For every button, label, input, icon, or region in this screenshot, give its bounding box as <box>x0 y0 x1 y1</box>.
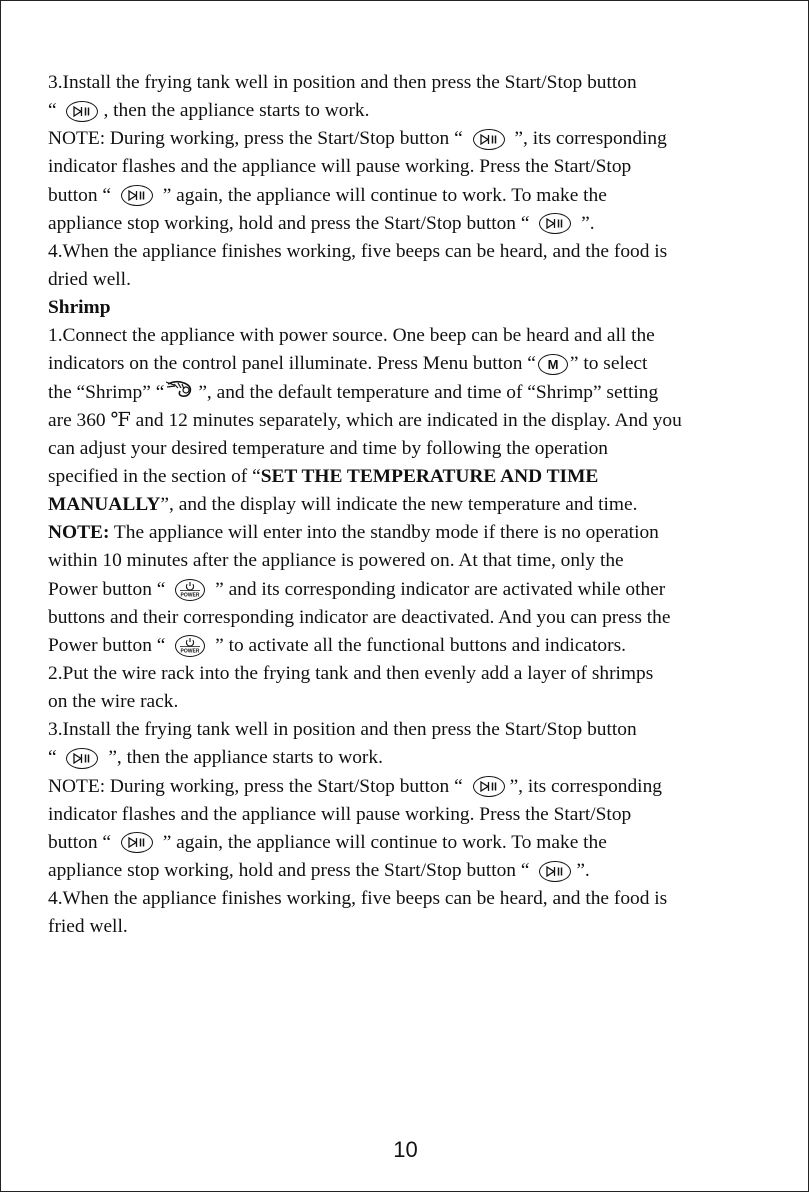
text-line: buttons and their corresponding indicator are deactivated. And you can press the <box>48 606 671 628</box>
text-line: specified in the section of “ SET THE TEMPERATURE AND TIME <box>48 465 599 487</box>
text-line: Power button “ POWER ” to activate all the functional buttons and indicators. <box>48 634 626 656</box>
text-line: are 360 ℉ and 12 minutes separately, which are indicated in the display. And you <box>48 409 682 431</box>
text-line: appliance stop working, hold and press the Start/Stop button “ ”. <box>48 212 595 234</box>
text-line: 4.When the appliance finishes working, five beeps can be heard, and the food is <box>48 240 668 262</box>
start-stop-icon <box>66 101 98 122</box>
text-line: 4.When the appliance finishes working, five beeps can be heard, and the food is <box>48 888 668 910</box>
start-stop-icon <box>539 861 571 882</box>
text-line: NOTE: During working, press the Start/Stop button “ ”, its corresponding <box>48 128 667 150</box>
text-line: 3.Install the frying tank well in position and then press the Start/Stop button <box>48 719 637 741</box>
text-line: can adjust your desired temperature and time by following the operation <box>48 437 608 459</box>
section-heading: Shrimp <box>48 297 111 319</box>
text-line: “ ”, then the appliance starts to work. <box>48 747 383 769</box>
svg-text:POWER: POWER <box>180 648 200 655</box>
text-line: NOTE: During working, press the Start/Stop button “ ”, its corresponding <box>48 775 662 797</box>
text-line: appliance stop working, hold and press the Start/Stop button “ ”. <box>48 859 590 881</box>
text-line: indicator flashes and the appliance will pause working. Press the Start/Stop <box>48 156 632 178</box>
start-stop-icon <box>121 832 153 853</box>
page-number: 10 <box>393 1137 418 1162</box>
text-line: indicator flashes and the appliance will pause working. Press the Start/Stop <box>48 803 632 825</box>
start-stop-icon <box>66 748 98 769</box>
text-line: “ , then the appliance starts to work. <box>48 100 370 122</box>
text-line: on the wire rack. <box>48 691 179 713</box>
start-stop-icon <box>473 776 505 797</box>
text-line: Power button “ POWER ” and its corresponding indicator are activated while other <box>48 578 666 600</box>
svg-text:M: M <box>547 358 559 371</box>
text-line: dried well. <box>48 268 131 290</box>
start-stop-icon <box>121 185 153 206</box>
text-line: within 10 minutes after the appliance is powered on. At that time, only the <box>48 550 624 572</box>
page-body <box>48 69 760 941</box>
power-icon <box>175 579 205 601</box>
text-line: MANUALLY ”, and the display will indicate the new temperature and time. <box>48 494 638 516</box>
text-line: 1.Connect the appliance with power source. One beep can be heard and all the <box>48 325 655 347</box>
text-line: button “ ” again, the appliance will continue to work. To make the <box>48 184 607 206</box>
power-icon <box>175 635 205 657</box>
shrimp-icon <box>166 378 196 407</box>
text-line: indicators on the control panel illuminate. Press Menu button “ M ” to select <box>48 353 648 375</box>
text-line: 2.Put the wire rack into the frying tank and then evenly add a layer of shrimps <box>48 662 654 684</box>
text-line: button “ ” again, the appliance will continue to work. To make the <box>48 831 607 853</box>
text-line: fried well. <box>48 916 128 938</box>
start-stop-icon <box>473 129 505 150</box>
text-line: the “Shrimp” “ ”, and the default temperature and time of “Shrimp” setting <box>48 379 760 407</box>
text-line: 3.Install the frying tank well in position and then press the Start/Stop button <box>48 72 637 93</box>
text-line: NOTE: The appliance will enter into the standby mode if there is no operation <box>48 522 659 544</box>
menu-icon <box>538 354 568 375</box>
svg-text:POWER: POWER <box>180 592 200 599</box>
start-stop-icon <box>539 213 571 234</box>
